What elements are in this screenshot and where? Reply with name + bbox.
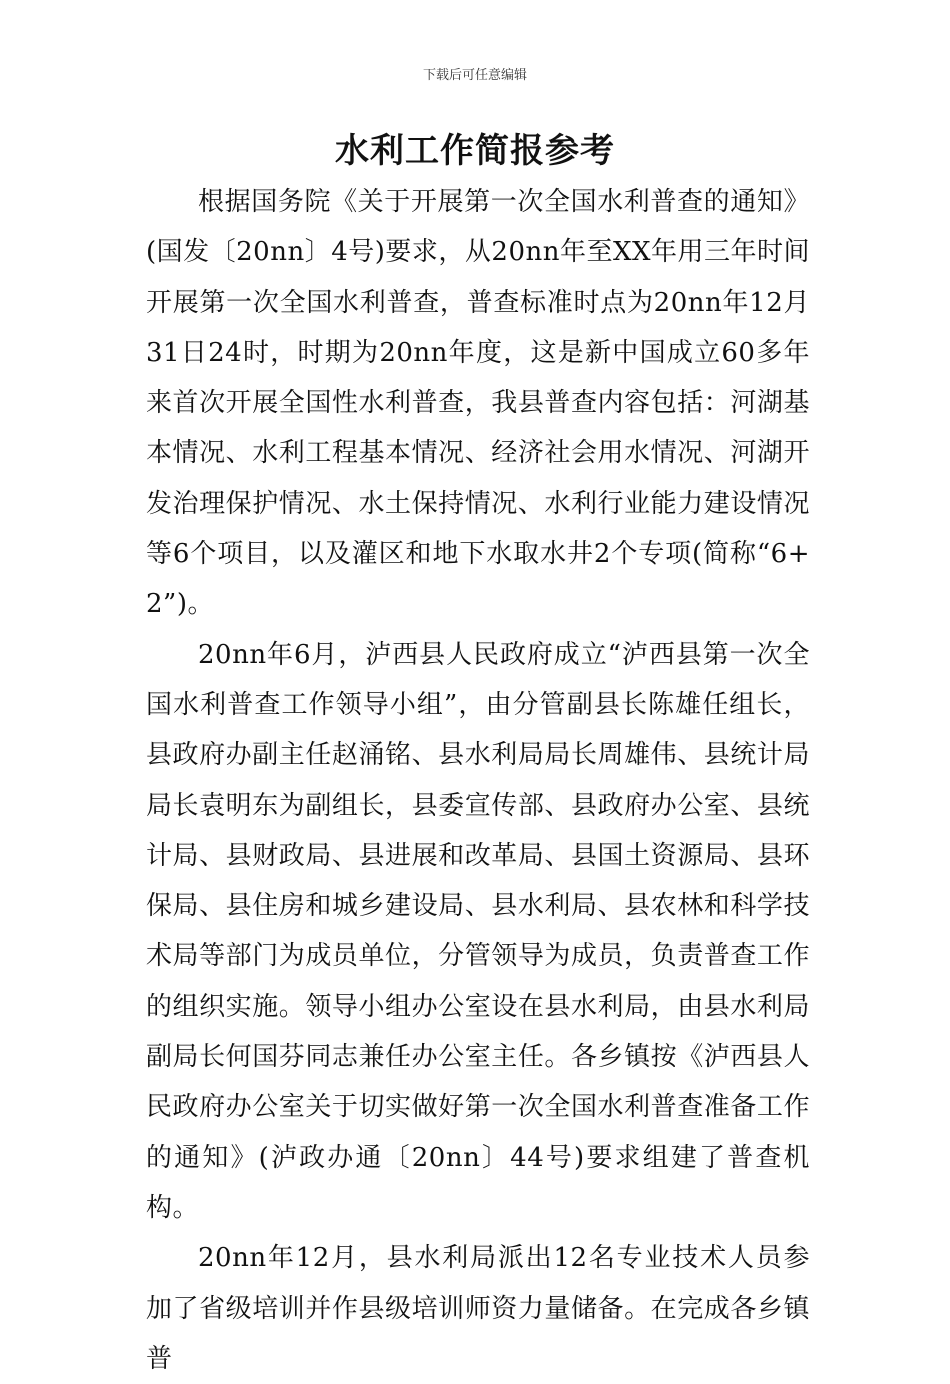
paragraph-2: 20nn年6月，泸西县人民政府成立“泸西县第一次全国水利普查工作领导小组”，由分管副县长陈雄任组长，县政府办副主任赵涌铭、县水利局局长周雄伟、县统计局局长袁明东为副组长，县委宣传部、县政府办公室、县统计局、县财政局、县进展和改革局、县国土资源局、县环保局、县住房和城乡建设局、县水利局、县农林和科学技术局等部门为成员单位，分管领导为成员，负责普查工作的组织实施。领导小组办公室设在县水利局，由县水利局副局长何国芬同志兼任办公室主任。各乡镇按《泸西县人民政府办公室关于切实做好第一次全国水利普查准备工作的通知》(泸政办通〔20nn〕44号)要求组建了普查机构。 <box>146 639 810 1223</box>
paragraph-1: 根据国务院《关于开展第一次全国水利普查的通知》(国发〔20nn〕4号)要求，从20nn年至XX年用三年时间开展第一次全国水利普查，普查标准时点为20nn年12月31日24时，时期为20nn年度，这是新中国成立60多年来首次开展全国性水利普查，我县普查内容包括：河湖基本情况、水利工程基本情况、经济社会用水情况、河湖开发治理保护情况、水土保持情况、水利行业能力建设情况等6个项目，以及灌区和地下水取水井2个专项(简称“6+2”)。 <box>146 187 810 620</box>
document-body <box>146 177 810 1384</box>
paragraph-3: 20nn年12月，县水利局派出12名专业技术人员参加了省级培训并作县级培训师资力量储备。在完成各乡镇普 <box>146 1243 810 1374</box>
header-note: 下载后可任意编辑 <box>422 68 527 83</box>
document-title: 水利工作简报参考 <box>335 131 615 171</box>
